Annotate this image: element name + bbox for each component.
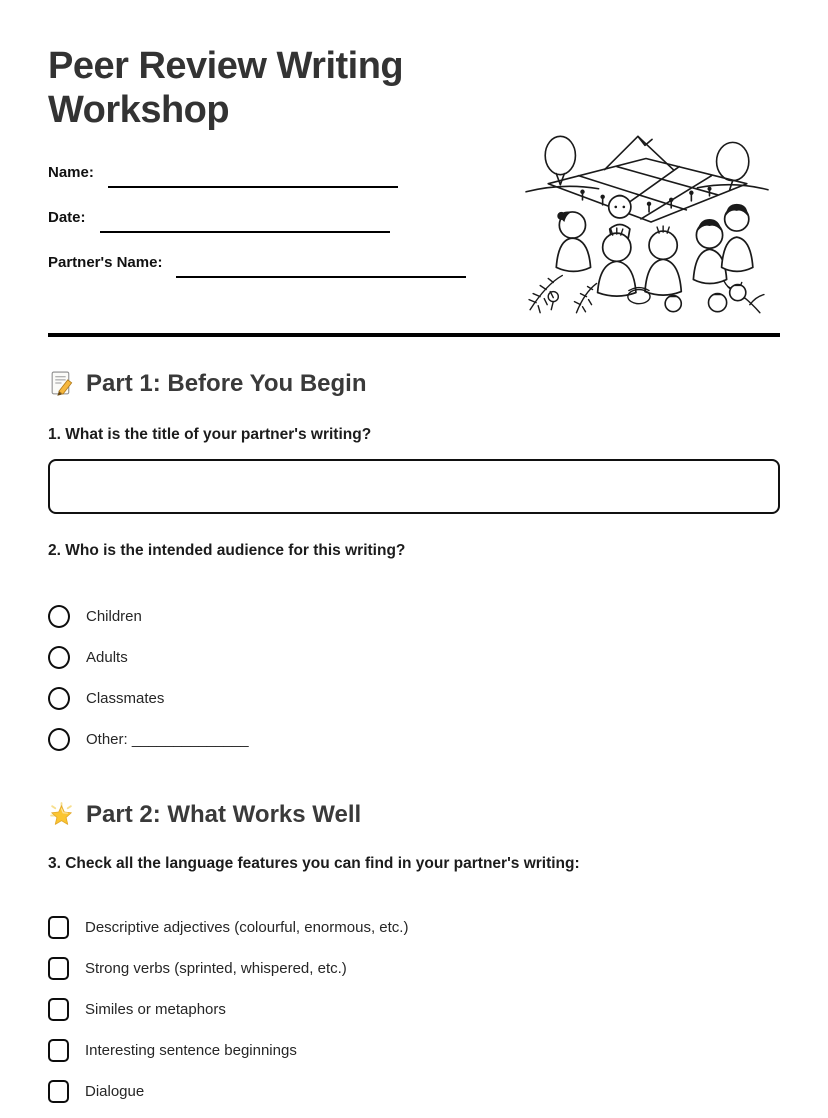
checkbox-option-label: Similes or metaphors	[85, 1000, 226, 1018]
radio-button[interactable]	[48, 728, 70, 751]
part2-heading-text: Part 2: What Works Well	[86, 800, 362, 828]
radio-option-label: Adults	[86, 648, 128, 666]
checkbox[interactable]	[48, 1080, 69, 1103]
checkbox-option-descriptive-adjectives[interactable]	[48, 916, 780, 939]
checkbox-option-dialogue[interactable]	[48, 1080, 780, 1103]
radio-option-classmates[interactable]	[48, 687, 780, 710]
radio-option-label: Other: ______________	[86, 730, 249, 748]
name-write-line[interactable]	[108, 168, 398, 188]
radio-button[interactable]	[48, 605, 70, 628]
checkbox-option-label: Strong verbs (sprinted, whispered, etc.)	[85, 959, 347, 977]
children-circle-illustration	[520, 125, 772, 317]
partner-name-write-line[interactable]	[176, 258, 466, 278]
question-3: 3. Check all the language features you can find in your partner's writing:	[48, 854, 580, 872]
question-2: 2. Who is the intended audience for this writing?	[48, 541, 406, 559]
glowing-star-icon	[48, 801, 75, 828]
radio-option-children[interactable]	[48, 605, 780, 628]
radio-option-label: Classmates	[86, 689, 165, 707]
radio-option-other[interactable]	[48, 728, 780, 751]
radio-button[interactable]	[48, 687, 70, 710]
part1-heading	[48, 370, 780, 398]
section-divider	[48, 333, 780, 337]
checkbox-option-sentence-beginnings[interactable]	[48, 1039, 780, 1062]
checkbox[interactable]	[48, 998, 69, 1021]
question-1-answer-box[interactable]	[48, 459, 780, 514]
children-circle-illustration-svg	[520, 125, 772, 317]
date-label: Date:	[48, 208, 86, 226]
checkbox[interactable]	[48, 1039, 69, 1062]
question-3-options	[48, 916, 780, 1103]
date-write-line[interactable]	[100, 213, 390, 233]
question-2-options	[48, 605, 780, 751]
checkbox-option-label: Descriptive adjectives (colourful, enormous, etc.)	[85, 918, 409, 936]
partner-name-label: Partner's Name:	[48, 253, 163, 271]
checkbox-option-strong-verbs[interactable]	[48, 957, 780, 980]
radio-button[interactable]	[48, 646, 70, 669]
header-section	[48, 157, 780, 273]
radio-option-adults[interactable]	[48, 646, 780, 669]
checkbox[interactable]	[48, 957, 69, 980]
checkbox-option-label: Dialogue	[85, 1082, 145, 1100]
radio-option-label: Children	[86, 607, 142, 625]
question-1: 1. What is the title of your partner's writing?	[48, 425, 372, 443]
page-title: Peer Review Writing Workshop	[48, 45, 404, 132]
part1-heading-text: Part 1: Before You Begin	[86, 369, 367, 397]
checkbox-option-similes-metaphors[interactable]	[48, 998, 780, 1021]
checkbox[interactable]	[48, 916, 69, 939]
memo-icon	[48, 370, 75, 397]
checkbox-option-label: Interesting sentence beginnings	[85, 1041, 297, 1059]
part2-heading	[48, 801, 780, 829]
name-label: Name:	[48, 163, 94, 181]
worksheet-page	[0, 44, 828, 1118]
